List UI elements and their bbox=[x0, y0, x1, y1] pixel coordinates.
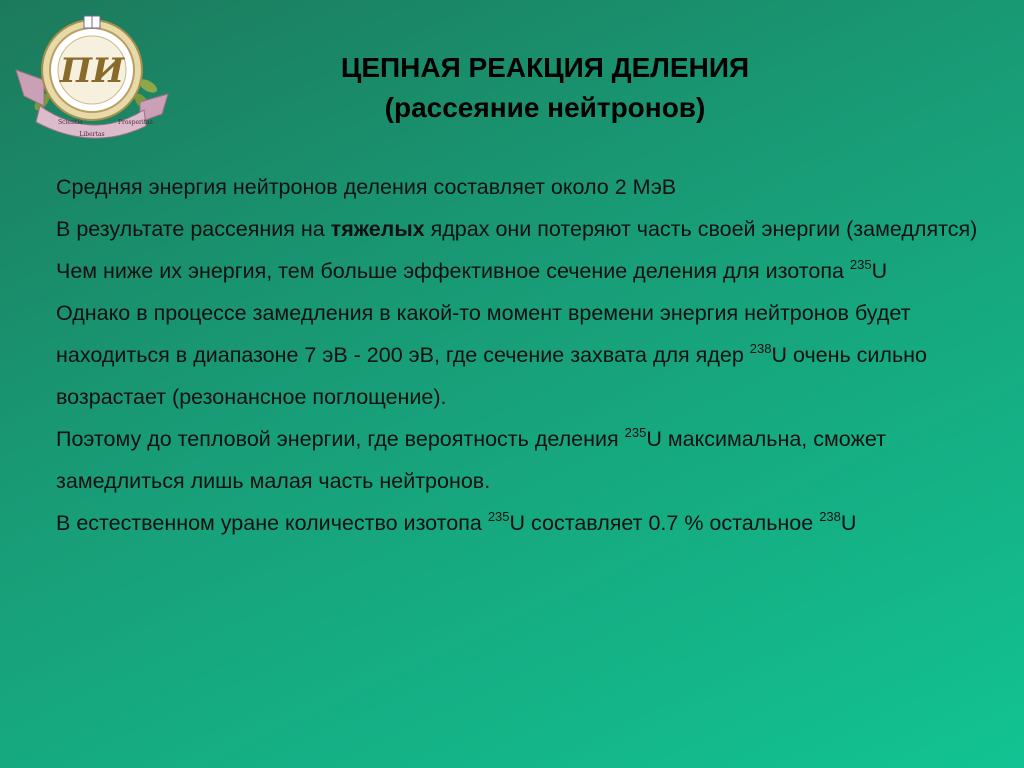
ribbon-word-center: Libertas bbox=[79, 131, 105, 138]
university-emblem-logo bbox=[14, 10, 170, 140]
paragraph-6-text-before: В естественном уране количество изотопа bbox=[56, 511, 488, 535]
paragraph-5-text-after: U максимальна, сможет замедлиться лишь малая часть нейтронов. bbox=[56, 427, 886, 493]
paragraph-4-text-after: U очень сильно возрастает (резонансное поглощение). bbox=[56, 343, 927, 409]
paragraph-2-bold-word: тяжелых bbox=[330, 217, 425, 241]
paragraph-5 bbox=[56, 418, 986, 502]
paragraph-3-text-before: Чем ниже их энергия, тем больше эффективное сечение деления для изотопа bbox=[56, 259, 850, 283]
ribbon-word-right: Prosperitas bbox=[118, 119, 153, 126]
paragraph-1 bbox=[56, 166, 986, 208]
slide-title-line1: ЦЕПНАЯ РЕАКЦИЯ ДЕЛЕНИЯ bbox=[340, 52, 750, 83]
isotope-mass-number: 235 bbox=[849, 257, 872, 272]
paragraph-6-text-middle: U составляет 0.7 % остальное bbox=[509, 511, 820, 535]
paragraph-2-text-before: В результате рассеяния на bbox=[56, 217, 331, 241]
isotope-mass-number: 238 bbox=[819, 509, 841, 524]
paragraph-1-text: Средняя энергия нейтронов деления составляет около 2 МэВ bbox=[56, 175, 677, 199]
paragraph-2 bbox=[56, 208, 986, 250]
paragraph-6-text-after: U bbox=[840, 511, 857, 535]
isotope-mass-number: 235 bbox=[487, 509, 510, 524]
isotope-mass-number: 238 bbox=[749, 341, 772, 356]
paragraph-5-text-before: Поэтому до тепловой энергии, где вероятность деления bbox=[56, 427, 625, 451]
slide-title bbox=[180, 48, 910, 128]
slide-title-line2: (рассеяние нейтронов) bbox=[384, 92, 706, 123]
isotope-mass-number: 235 bbox=[624, 425, 647, 440]
paragraph-6 bbox=[56, 502, 986, 544]
emblem-monogram: ПИ bbox=[59, 51, 125, 91]
slide-body bbox=[56, 166, 986, 544]
paragraph-4-text-before: Однако в процессе замедления в какой-то момент времени энергия нейтронов будет находиться в диапазоне 7 эВ - 200 эВ, где сечение захвата для ядер bbox=[56, 301, 911, 367]
paragraph-4 bbox=[56, 292, 986, 418]
paragraph-3-text-after: U bbox=[871, 259, 888, 283]
ribbon-word-left: Scientia bbox=[58, 119, 83, 126]
paragraph-3 bbox=[56, 250, 986, 292]
paragraph-2-text-after: ядрах они потеряют часть своей энергии (замедлятся) bbox=[424, 217, 978, 241]
